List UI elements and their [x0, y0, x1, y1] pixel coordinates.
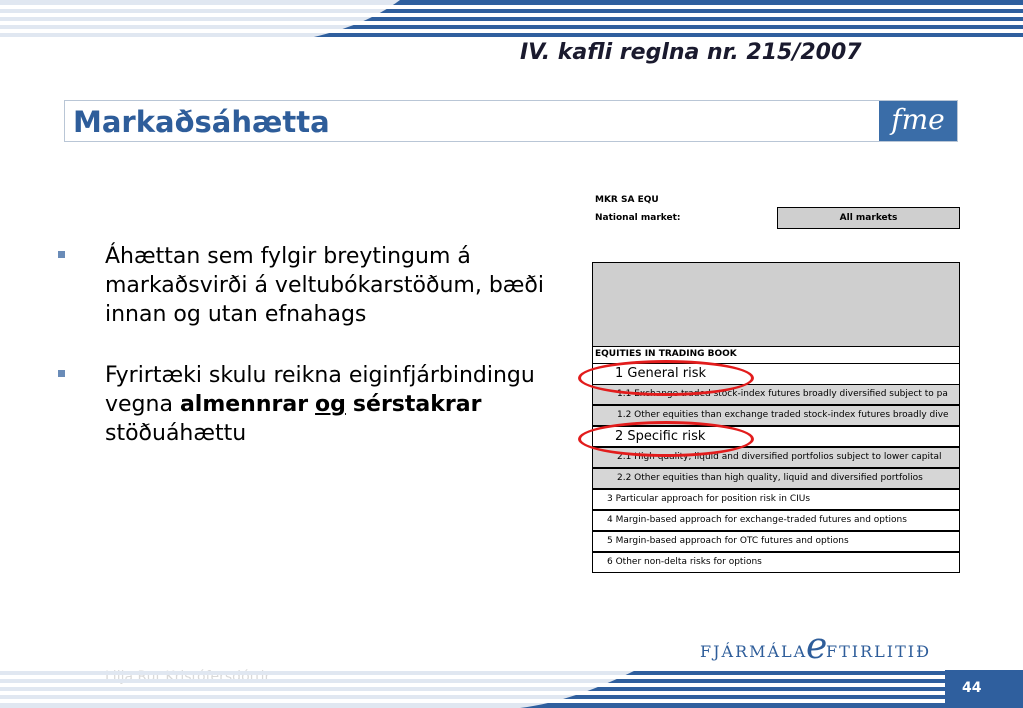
- row-general-risk: 1 General risk: [592, 363, 960, 384]
- table-row: 3 Particular approach for position risk in CIUs: [592, 489, 960, 510]
- bullet-text-end: stöðuáhættu: [105, 421, 247, 446]
- table-row: 5 Margin-based approach for OTC futures and options: [592, 531, 960, 552]
- page-number: 44: [962, 680, 982, 696]
- bullet-item: [58, 242, 558, 329]
- table-row: 1.2 Other equities than exchange traded stock-index futures broadly dive: [592, 405, 960, 426]
- bullet-text-part: Fyrirtæki skulu reikna eiginfjárbindingu vegna: [105, 363, 535, 417]
- bold-word-specific: sérstakrar: [352, 392, 482, 417]
- highlight-oval-general: [578, 360, 754, 396]
- bold-word-general: almennrar: [179, 392, 309, 417]
- logo-e-mark: e: [806, 626, 828, 667]
- table-row: 2.2 Other equities than high quality, liquid and diversified portfolios: [592, 468, 960, 489]
- bottom-stripe-decoration: [0, 668, 1023, 708]
- title-bar: [64, 100, 958, 142]
- logo-text-right: FTIRLITIÐ: [826, 642, 931, 661]
- underlined-word-and: og: [315, 392, 346, 417]
- fme-logo: fme: [879, 101, 957, 141]
- table-row: 4 Margin-based approach for exchange-traded futures and options: [592, 510, 960, 531]
- header-gray-block: [592, 262, 960, 347]
- sheet-code: MKR SA EQU: [595, 195, 659, 205]
- bullet-item: [58, 361, 558, 448]
- logo-text-left: FJÁRMÁLA: [700, 642, 808, 661]
- bullet-text: Áhættan sem fylgir breytingum á markaðsvirði á veltubókarstöðum, bæði innan og utan efnahags: [105, 244, 544, 327]
- market-label: National market:: [595, 213, 681, 223]
- market-value-cell: All markets: [777, 207, 960, 229]
- bullet-square-icon: [58, 251, 65, 258]
- table-row: 6 Other non-delta risks for options: [592, 552, 960, 573]
- bullet-list: [58, 242, 558, 480]
- highlight-oval-specific: [578, 421, 754, 457]
- section-header: EQUITIES IN TRADING BOOK: [592, 347, 960, 363]
- row-specific-risk: 2 Specific risk: [592, 426, 960, 447]
- fjarmalaeftirlitid-logo: [700, 626, 936, 670]
- chapter-subtitle: IV. kafli reglna nr. 215/2007: [520, 40, 862, 65]
- top-stripe-decoration: [0, 0, 1023, 40]
- table-row: 1.1 Exchange traded stock-index futures broadly diversified subject to pa: [592, 384, 960, 405]
- bullet-square-icon: [58, 370, 65, 377]
- table-row: 2.1 High quality, liquid and diversified portfolios subject to lower capital: [592, 447, 960, 468]
- page-title: Markaðsáhætta: [73, 105, 330, 139]
